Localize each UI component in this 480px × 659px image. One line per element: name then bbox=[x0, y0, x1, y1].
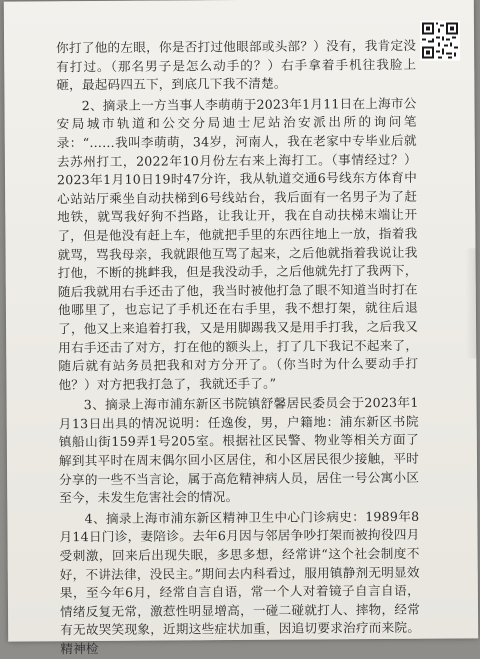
document-page bbox=[4, 0, 478, 657]
paragraph-item-2: 2、摘录上一方当事人李萌萌于2023年1月11日在上海市公安局城市轨道和公交分局迪士尼站治安派出所的询问笔录：“……我叫李萌萌，34岁，河南人，我在老家中专毕业后就去苏州打工，2022年10月份左右来上海打工。（事情经过？）2023年1月10日19时47分许，我从轨道交通6号线东方体育中心站站厅乘坐自动扶梯到6号线站台，我后面有一名男子为了赶地铁，就骂我好狗不挡路，让我让开，我在自动扶梯末端让开了，但是他没有赶上车，他就把手里的东西往地上一放，指着我就骂，骂我母亲，我就跟他互骂了起来，之后他就指着我说让我打他，不断的挑衅我，但是我没动手，之后他就先打了我两下，随后我就用右手还击了他，我当时被他打急了眼不知道当时打在他哪里了，也忘记了手机还在右手里，我不想打架，就往后退了，他又上来追着打我，又是用脚踢我又是用手打我，之后我又用右手还击了对方，打在他的额头上，打了几下我记不起来了，随后就有站务员把我和对方分开了。（你当时为什么要动手打他？）对方把我打急了，我就还手了。” bbox=[56, 95, 419, 392]
paragraph-item-3: 3、摘录上海市浦东新区书院镇舒馨居民委员会于2023年1月13日出具的情况说明：任逸俊，男，户籍地：浦东新区书院镇船山街159弄1号205室。根据社区民警、物业等相关方面了解到其平时在周末偶尔回小区居住，和小区居民很少接触，平时分享的一些不当言论，属于高危精神病人员，居住一号公寓小区至今，未发生危害社会的情况。 bbox=[58, 395, 420, 506]
paragraph-item-4: 4、摘录上海市浦东新区精神卫生中心门诊病史：1989年8月14日门诊，妻陪诊。去年6月因与邻居争吵打架而被拘役四月受刺激，回来后出现失眠，多思多想，经常讲“这个社会制度不好，不讲法律，没民主。”期间去内科看过，服用镇静剂无明显效果，至今年6月，经常自言自语，常一个人对着镜子自言自语，情绪反复无常，激惹性明显增高，一碰二碰就打人、摔物，经常有无故哭笑现象，近期这些症状加重，因追切要求治疗而来院。精神检 bbox=[59, 508, 421, 657]
qr-code-icon bbox=[420, 20, 460, 60]
paragraph-continuation: 你打了他的左眼，你是否打过他眼部或头部？）没有，我肯定没有打过。（那名男子是怎么动手的？）右手拿着手机往我脸上砸，最起码四五下，到底几下我不清楚。 bbox=[56, 37, 417, 93]
page-edge-shadow bbox=[466, 248, 477, 358]
document-body bbox=[56, 37, 420, 659]
